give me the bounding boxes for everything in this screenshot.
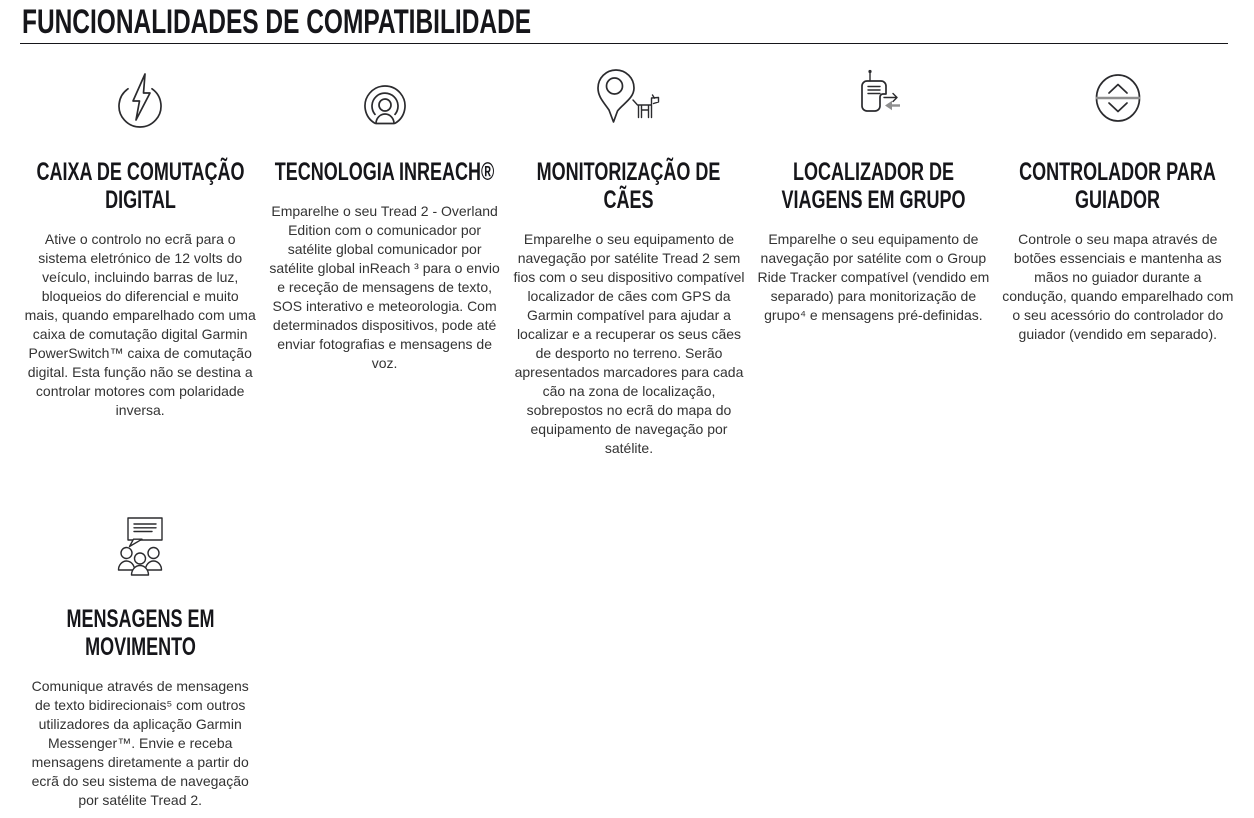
feature-title: MENSAGENS EM MOVIMENTO [66,605,215,661]
feature-card-handlebar-controller [1002,66,1234,458]
feature-title: MONITORIZAÇÃO DE CÃES [537,158,721,214]
feature-description: Emparelhe o seu equipamento de navegação por satélite com o Group Ride Tracker compatível (vendido em separado) para monitorização de grupo⁴ e mensagens pré-definidas. [757,231,990,323]
feature-description: Emparelhe o seu equipamento de navegação por satélite Tread 2 sem fios com o seu dispositivo compatível localizador de cães com GPS da Garmin compatível para ajudar a localizar e a recuperar os seus cães de desporto no terreno. Serão apresentados marcadores para cada cão na zona de localização, sobrepostos no ecrã do mapa do equipamento de navegação por satélite. [513,231,745,456]
feature-title: CAIXA DE COMUTAÇÃO DIGITAL [36,158,245,214]
feature-title: CONTROLADOR PARA GUIADOR [1019,158,1217,214]
handlebar-controller-icon [1002,66,1234,130]
power-switch-icon [24,66,256,130]
messages-icon [24,513,256,577]
feature-description: Controle o seu mapa através de botões essenciais e mantenha as mãos no guiador durante a condução, quando emparelhado com o seu acessório do controlador do guiador (vendido em separado). [1002,231,1234,342]
section-header [0,0,1254,40]
feature-description: Ative o controlo no ecrã para o sistema eletrónico de 12 volts do veículo, incluindo barras de luz, bloqueios do diferencial e muito mais, quando emparelhado com uma caixa de comutação digital Garmin PowerSwitch™ caixa de comutação digital. Esta função não se destina a controlar motores com polaridade inversa. [24,231,256,418]
feature-title: TECNOLOGIA INREACH® [274,158,495,186]
page-title: FUNCIONALIDADES DE COMPATIBILIDADE [22,3,532,41]
features-grid [0,44,1254,810]
feature-description: Emparelhe o seu Tread 2 - Overland Edition com o comunicador por satélite global comunicador por satélite global inReach ³ para o envio e receção de mensagens de texto, SOS interativo e meteorologia. Com determinados dispositivos, pode até enviar fotografias e mensagens de voz. [269,203,500,371]
feature-description: Comunique através de mensagens de texto bidirecionais⁵ com outros utilizadores da aplicação Garmin Messenger™. Envie e receba mensagens diretamente a partir do ecrã do seu sistema de navegação por satélite Tread 2. [31,678,249,808]
group-ride-tracker-icon [757,66,989,130]
inreach-icon [268,66,500,130]
feature-title: LOCALIZADOR DE VIAGENS EM GRUPO [781,158,966,214]
feature-card-messaging [24,513,256,810]
feature-card-group-ride-tracker [757,66,989,458]
feature-card-dog-tracking [513,66,745,458]
feature-card-digital-switch-box [24,66,256,458]
feature-card-inreach [268,66,500,458]
dog-tracking-icon [513,66,745,130]
